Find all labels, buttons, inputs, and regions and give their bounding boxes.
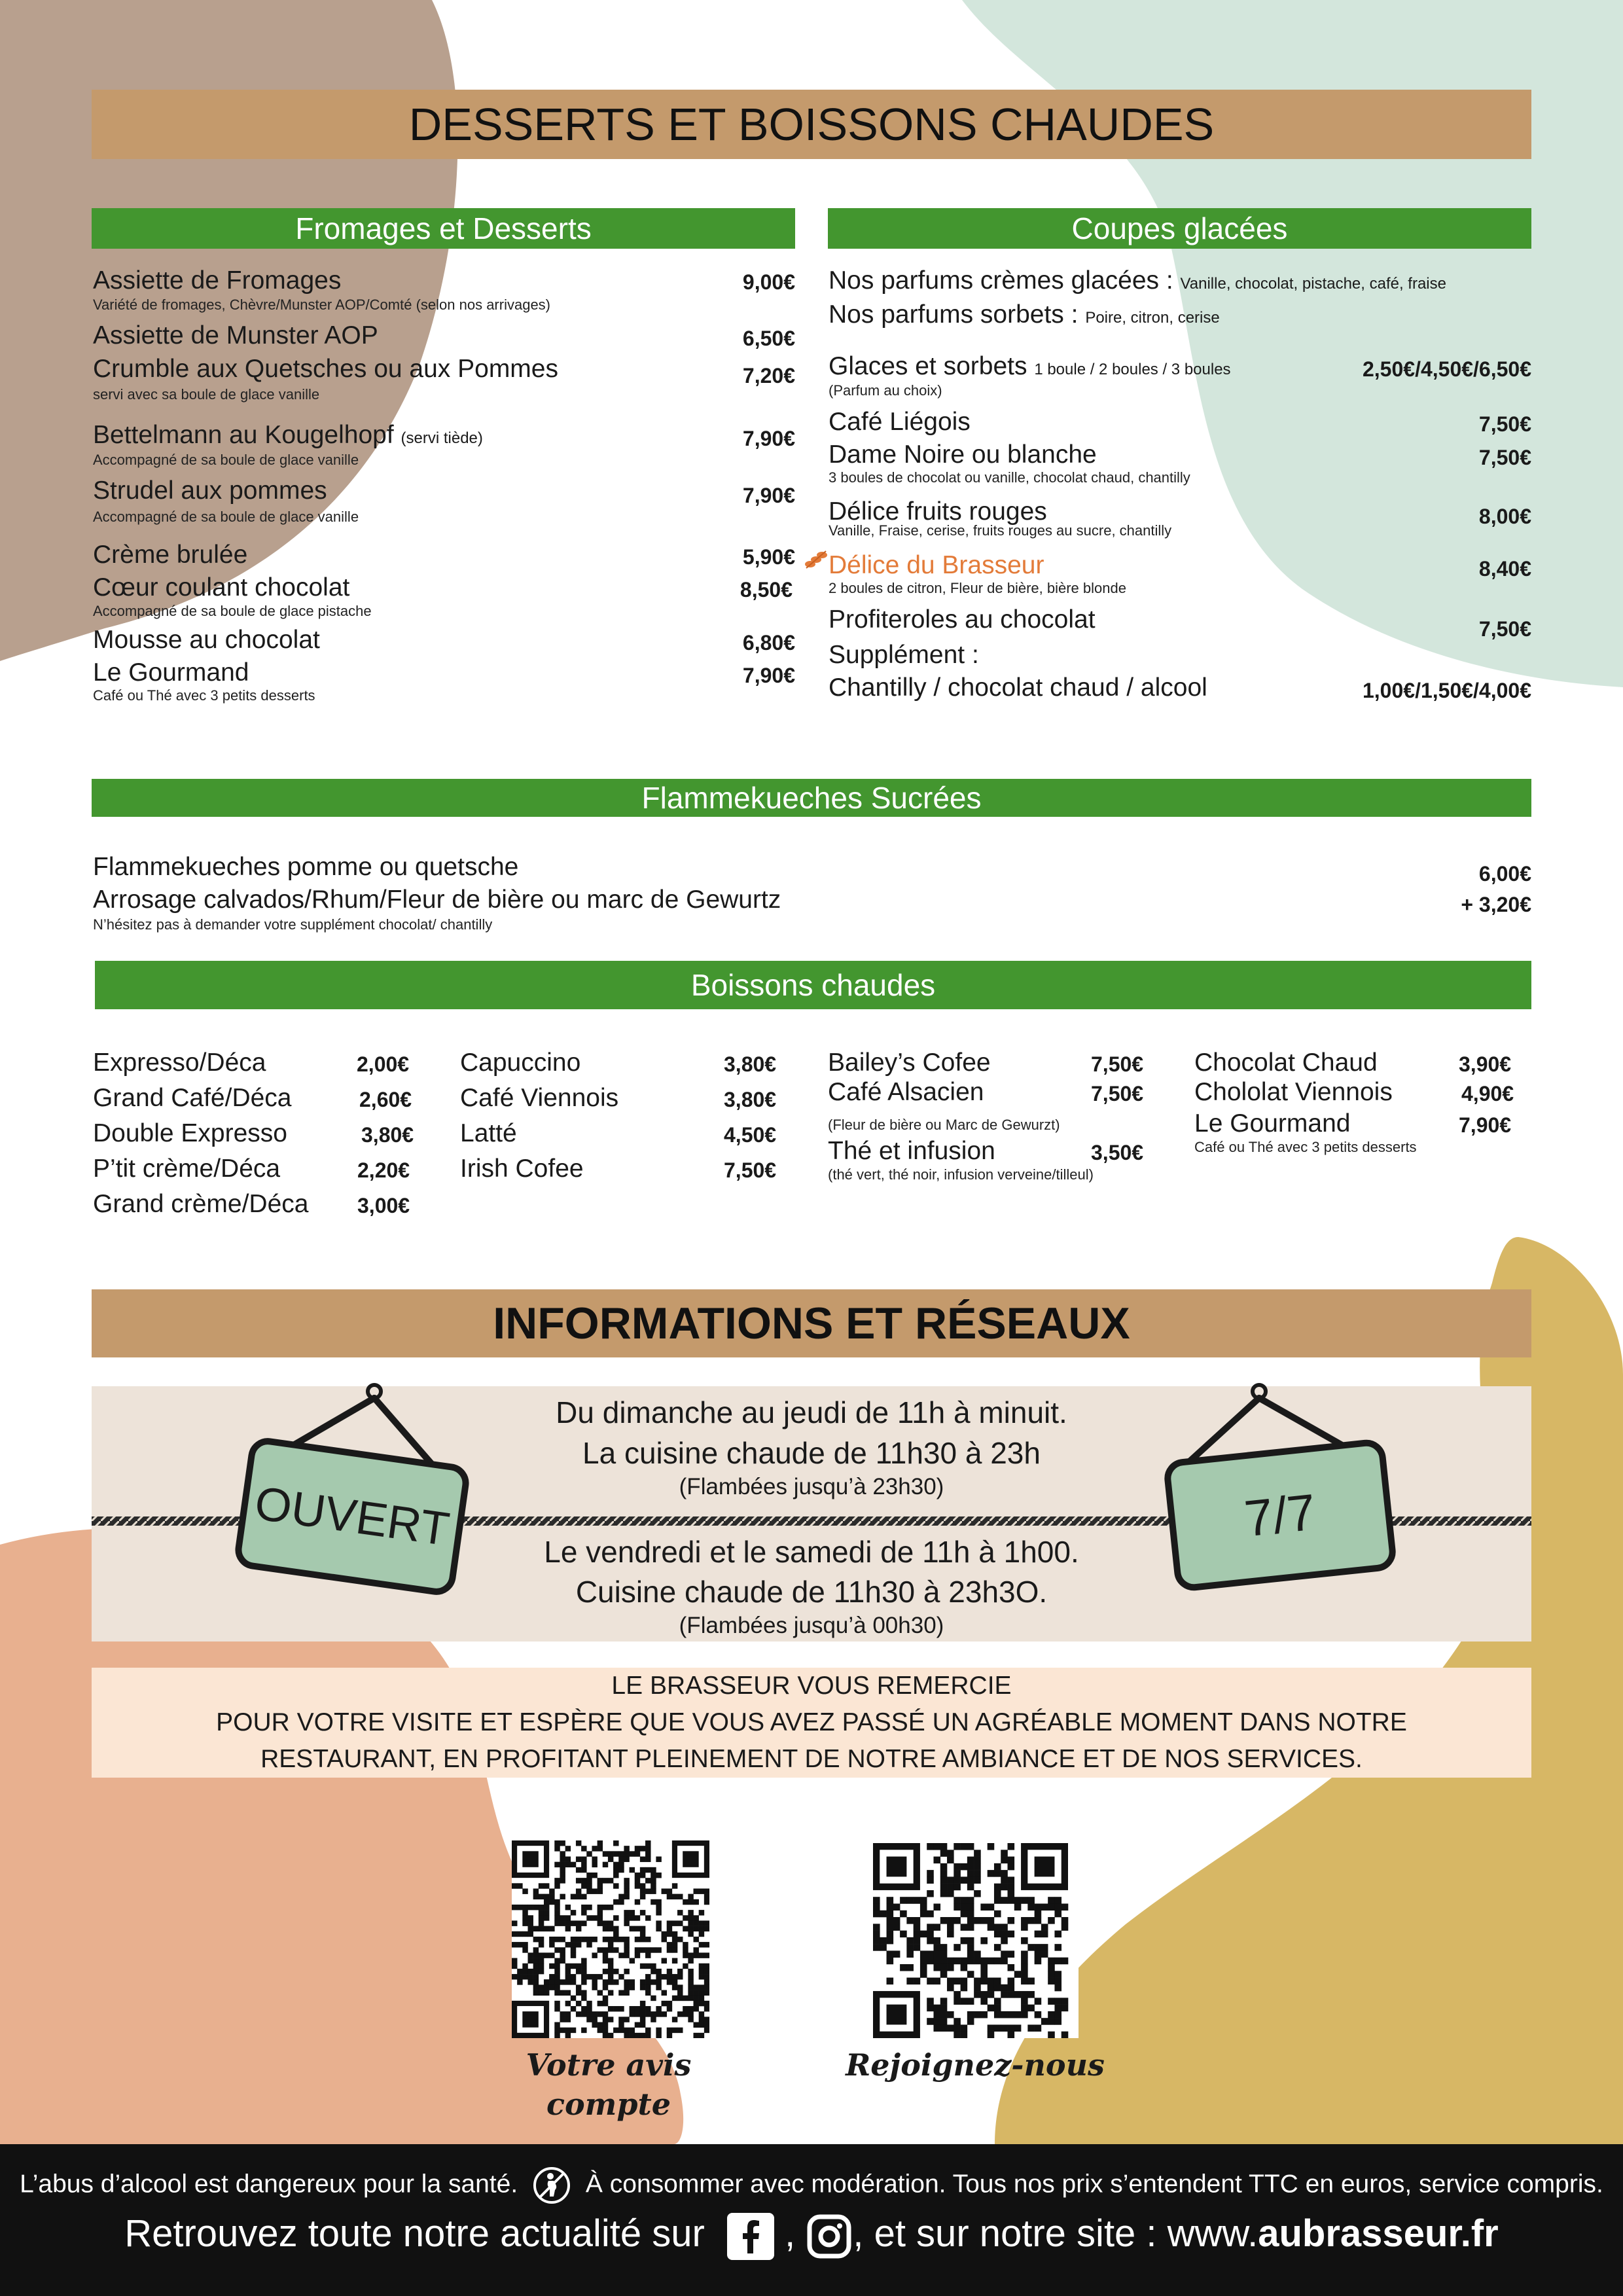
qr-code-social[interactable] [873,1843,1079,2038]
boisson-price: 3,80€ [724,1052,777,1076]
boisson-desc: Café ou Thé avec 3 petits desserts [1194,1139,1417,1155]
boisson-name: Café Alsacien [828,1078,984,1106]
boisson-name: Double Expresso [93,1119,287,1147]
fromages-item-desc: Café ou Thé avec 3 petits desserts [93,687,315,704]
boisson-price: 3,80€ [724,1088,777,1111]
boisson-name: Café Viennois [460,1084,619,1112]
fromages-item-name: Mousse au chocolat [93,626,320,654]
supplement-label: Supplément : [829,641,979,669]
parfums-sorbets [829,300,1220,332]
supplement-price: 1,00€/1,50€/4,00€ [1362,679,1531,702]
fromages-item-name: Assiette de Munster AOP [93,321,378,350]
website-link[interactable] [1258,2212,1499,2255]
boisson-name: Thé et infusion [828,1137,995,1165]
ouvert-sign-text: OUVERT [251,1477,453,1556]
fromages-item-name [93,421,483,453]
flammekueche-arrosage: Arrosage calvados/Rhum/Fleur de bière ou marc de Gewurtz [93,886,781,914]
fromages-item-desc: Variété de fromages, Chèvre/Munster AOP/Comté (selon nos arrivages) [93,296,551,313]
flammekueches-title: Flammekueches Sucrées [641,781,982,815]
boisson-price: 4,90€ [1461,1082,1514,1105]
page-title-bar [92,90,1531,159]
boisson-price: 2,60€ [359,1088,412,1111]
qr-social-label: Rejoignez-nous [846,2047,1105,2083]
boisson-price: 7,50€ [724,1158,777,1182]
fromages-item-price: 6,50€ [742,327,795,350]
parfums-cremes [829,266,1446,298]
fromages-item-name: Cœur coulant chocolat [93,573,350,601]
fromages-item-label: Bettelmann au Kougelhopf [93,421,394,449]
fromages-item-desc: Accompagné de sa boule de glace pistache [93,603,372,619]
boisson-desc: (Fleur de bière ou Marc de Gewurzt) [828,1117,1060,1133]
fromages-item-name: Assiette de Fromages [93,266,342,295]
boisson-name: Capuccino [460,1049,581,1077]
info-title: INFORMATIONS ET RÉSEAUX [493,1299,1130,1348]
boisson-price: 3,50€ [1091,1141,1144,1164]
fromages-item-name: Strudel aux pommes [93,476,327,505]
flammekueche-item-price: 6,00€ [1478,862,1531,886]
boisson-price: 7,50€ [1091,1052,1144,1076]
thanks-line: RESTAURANT, EN PROFITANT PLEINEMENT DE NOTRE AMBIANCE ET DE NOS SERVICES. [260,1745,1363,1773]
parfums-cremes-label: Nos parfums crèmes glacées : [829,266,1173,295]
flammekueche-note: N’hésitez pas à demander votre supplément chocolat/ chantilly [93,916,493,933]
hop-icon [804,548,829,571]
social-comma: , [785,2212,796,2255]
flammekueche-arrosage-price: + 3,20€ [1461,893,1531,916]
site-prefix: , et sur notre site : www. [853,2212,1258,2255]
fromages-item-name: Crumble aux Quetsches ou aux Pommes [93,355,558,383]
coupes-item-name-highlight: Délice du Brasseur [829,551,1044,579]
boisson-name: Chocolat Chaud [1194,1049,1378,1077]
site-tld: .fr [1460,2212,1499,2255]
coupes-item-desc: (Parfum au choix) [829,382,942,399]
seven-sign [1162,1438,1397,1592]
pregnant-woman-icon [533,2166,571,2204]
coupes-item-name: Dame Noire ou blanche [829,440,1097,469]
hours-line: Le vendredi et le samedi de 11h à 1h00. [544,1535,1079,1569]
boisson-desc: (thé vert, thé noir, infusion verveine/tilleul) [828,1166,1094,1183]
fromages-item-note: (servi tiède) [401,429,483,447]
fromages-item-price: 6,80€ [742,631,795,655]
boisson-price: 7,50€ [1091,1082,1144,1105]
boisson-price: 3,00€ [357,1194,410,1217]
instagram-icon[interactable] [806,2213,853,2260]
moderation-text: À consommer avec modération. Tous nos prix s’entendent TTC en euros, service compris. [585,2170,1603,2198]
hours-note: (Flambées jusqu’à 00h30) [679,1613,944,1638]
fromages-item-price: 5,90€ [742,545,795,569]
coupes-item-desc: 2 boules de citron, Fleur de bière, bière blonde [829,580,1126,596]
coupes-header [828,208,1531,249]
parfums-cremes-list: Vanille, chocolat, pistache, café, fraise [1180,275,1446,293]
coupes-item-note: 1 boule / 2 boules / 3 boules [1034,361,1231,378]
alcohol-warning: L’abus d’alcool est dangereux pour la santé. [20,2170,518,2198]
boisson-name: Expresso/Déca [93,1049,266,1077]
parfums-sorbets-list: Poire, citron, cerise [1085,309,1220,327]
qr-code-review[interactable] [512,1840,709,2038]
fromages-item-price: 7,90€ [742,484,795,507]
coupes-item-desc: 3 boules de chocolat ou vanille, chocolat chaud, chantilly [829,469,1190,486]
fromages-item-desc: Accompagné de sa boule de glace vanille [93,452,359,468]
thanks-line: POUR VOTRE VISITE ET ESPÈRE QUE VOUS AVEZ PASSÉ UN AGRÉABLE MOMENT DANS NOTRE [216,1708,1407,1736]
coupes-item-name: Café Liégois [829,408,971,436]
coupes-item-desc: Vanille, Fraise, cerise, fruits rouges au sucre, chantilly [829,522,1172,539]
coupes-item-price: 7,50€ [1478,617,1531,641]
coupes-item-price: 7,50€ [1478,412,1531,436]
social-prefix: Retrouvez toute notre actualité sur [124,2212,705,2255]
boisson-name: Latté [460,1119,517,1147]
hours-line: Cuisine chaude de 11h30 à 23h3O. [575,1575,1048,1609]
coupes-item-label: Glaces et sorbets [829,352,1027,380]
parfums-sorbets-label: Nos parfums sorbets : [829,300,1079,329]
boisson-price: 2,20€ [357,1158,410,1182]
fromages-item-price: 9,00€ [742,270,795,294]
footer-warning-line [0,2166,1623,2204]
boisson-name: Chololat Viennois [1194,1078,1393,1106]
fromages-item-price: 7,90€ [742,664,795,687]
boisson-price: 3,90€ [1459,1052,1512,1076]
hours-note: (Flambées jusqu’à 23h30) [679,1474,944,1499]
flammekueches-header [92,779,1531,817]
fromages-item-price: 7,90€ [742,427,795,450]
coupes-item-name: Délice fruits rouges [829,497,1047,526]
boisson-price: 7,90€ [1459,1113,1512,1137]
boisson-name: Irish Cofee [460,1155,584,1183]
boisson-name: Grand crème/Déca [93,1190,309,1218]
coupes-item-price: 8,00€ [1478,505,1531,528]
boisson-name: Le Gourmand [1194,1109,1351,1138]
hours-line: La cuisine chaude de 11h30 à 23h [582,1436,1041,1470]
site-name: aubrasseur [1258,2212,1461,2255]
boissons-title: Boissons chaudes [690,968,936,1002]
qr-review-label: Votre avis compte [526,2047,692,2122]
flammekueche-item-name: Flammekueches pomme ou quetsche [93,853,519,881]
info-title-bar [92,1289,1531,1357]
boisson-price: 2,00€ [357,1052,410,1076]
boissons-header [95,961,1531,1009]
fromages-item-name: Crème brulée [93,541,248,569]
fromages-header [92,208,795,249]
footer-social-line [0,2207,1623,2261]
supplement-name: Chantilly / chocolat chaud / alcool [829,673,1207,702]
hours-line: Du dimanche au jeudi de 11h à minuit. [556,1395,1067,1429]
thanks-line: LE BRASSEUR VOUS REMERCIE [611,1672,1012,1700]
facebook-icon[interactable] [727,2213,774,2260]
boisson-name: Grand Café/Déca [93,1084,292,1112]
coupes-item-name [829,352,1231,384]
fromages-item-desc: Accompagné de sa boule de glace vanille [93,509,359,525]
thanks-panel [92,1668,1531,1778]
coupes-item-price: 7,50€ [1478,446,1531,469]
boisson-price: 3,80€ [361,1123,414,1147]
boisson-name: Bailey’s Cofee [828,1049,991,1077]
fromages-title: Fromages et Desserts [295,211,592,245]
fromages-item-desc: servi avec sa boule de glace vanille [93,386,320,403]
page-title: DESSERTS ET BOISSONS CHAUDES [408,99,1215,150]
coupes-item-name: Profiteroles au chocolat [829,605,1096,634]
fromages-item-price: 8,50€ [740,578,793,601]
fromages-item-name: Le Gourmand [93,658,249,687]
boisson-price: 4,50€ [724,1123,777,1147]
coupes-item-price: 2,50€/4,50€/6,50€ [1362,357,1531,381]
coupes-item-price: 8,40€ [1478,557,1531,581]
seven-sign-text: 7/7 [1241,1482,1319,1548]
fromages-item-price: 7,20€ [742,364,795,387]
boisson-name: P’tit crème/Déca [93,1155,281,1183]
coupes-title: Coupes glacées [1071,211,1288,245]
